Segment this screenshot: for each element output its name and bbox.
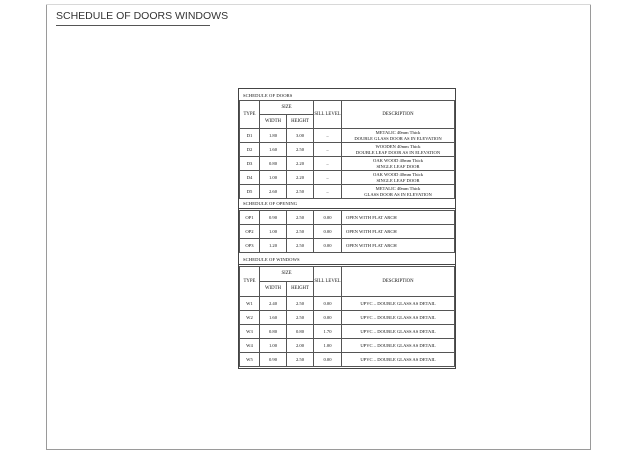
door-type: D4 bbox=[240, 171, 260, 185]
table-row bbox=[240, 157, 455, 171]
window-type: W3 bbox=[240, 325, 260, 339]
door-height: 2.50 bbox=[287, 143, 314, 157]
title-underline bbox=[56, 25, 210, 26]
opening-width: 1.20 bbox=[260, 239, 287, 253]
door-sill: – bbox=[314, 171, 342, 185]
opening-height: 2.50 bbox=[287, 239, 314, 253]
door-desc-line2: DOUBLE GLASS DOOR AS IN ELEVATION bbox=[354, 135, 442, 141]
door-type: D1 bbox=[240, 129, 260, 143]
opening-type: OP3 bbox=[240, 239, 260, 253]
window-height: 2.50 bbox=[287, 311, 314, 325]
opening-height: 2.50 bbox=[287, 225, 314, 239]
doors-header-type: TYPE bbox=[240, 101, 260, 129]
table-row bbox=[240, 239, 455, 253]
door-description bbox=[342, 157, 455, 171]
door-desc-line2: SINGLE LEAF DOOR bbox=[376, 163, 420, 169]
door-description bbox=[342, 129, 455, 143]
window-description: UPVC – DOUBLE GLASS AS DETAIL bbox=[342, 353, 455, 367]
window-height: 2.50 bbox=[287, 353, 314, 367]
opening-type: OP2 bbox=[240, 225, 260, 239]
window-height: 2.50 bbox=[287, 297, 314, 311]
opening-height: 2.50 bbox=[287, 211, 314, 225]
window-sill: 0.00 bbox=[314, 311, 342, 325]
door-description bbox=[342, 171, 455, 185]
door-type: D5 bbox=[240, 185, 260, 199]
openings-table bbox=[239, 210, 455, 253]
window-width: 0.80 bbox=[260, 325, 287, 339]
opening-description: OPEN WITH FLAT ARCH bbox=[342, 225, 455, 239]
window-sill: 1.00 bbox=[314, 339, 342, 353]
door-desc-line1: OAK WOOD 40mm Thick bbox=[373, 172, 423, 178]
door-sill: – bbox=[314, 157, 342, 171]
window-sill: 1.70 bbox=[314, 325, 342, 339]
window-width: 2.40 bbox=[260, 297, 287, 311]
doors-section-heading: SCHEDULE OF DOORS bbox=[243, 93, 293, 98]
window-width: 0.90 bbox=[260, 353, 287, 367]
doors-header-sill: SILL LEVEL bbox=[314, 101, 342, 129]
table-row bbox=[240, 185, 455, 199]
window-sill: 0.00 bbox=[314, 297, 342, 311]
table-row bbox=[240, 143, 455, 157]
windows-table bbox=[239, 266, 455, 367]
window-type: W2 bbox=[240, 311, 260, 325]
table-row bbox=[240, 297, 455, 311]
window-height: 0.80 bbox=[287, 325, 314, 339]
schedule-sheet bbox=[238, 88, 456, 369]
door-height: 3.00 bbox=[287, 129, 314, 143]
opening-width: 1.00 bbox=[260, 225, 287, 239]
frame-top-edge bbox=[46, 4, 591, 5]
door-desc-line1: OAK WOOD 40mm Thick bbox=[373, 158, 423, 164]
door-description bbox=[342, 143, 455, 157]
door-width: 0.80 bbox=[260, 157, 287, 171]
door-type: D3 bbox=[240, 157, 260, 171]
door-height: 2.20 bbox=[287, 157, 314, 171]
door-height: 2.20 bbox=[287, 171, 314, 185]
opening-description: OPEN WITH FLAT ARCH bbox=[342, 239, 455, 253]
table-row bbox=[240, 353, 455, 367]
door-desc-line1: METALIC 40mm Thick bbox=[375, 130, 421, 136]
opening-sill: 0.00 bbox=[314, 239, 342, 253]
doors-header-height: HEIGHT bbox=[287, 115, 314, 129]
door-description bbox=[342, 185, 455, 199]
door-width: 1.60 bbox=[260, 143, 287, 157]
window-width: 1.60 bbox=[260, 311, 287, 325]
opening-type: OP1 bbox=[240, 211, 260, 225]
windows-header-width: WIDTH bbox=[260, 282, 287, 297]
windows-header-sill: SILL LEVEL bbox=[314, 267, 342, 297]
window-width: 1.00 bbox=[260, 339, 287, 353]
opening-sill: 0.00 bbox=[314, 211, 342, 225]
door-desc-line2: SINGLE LEAF DOOR bbox=[376, 177, 420, 183]
table-row bbox=[240, 325, 455, 339]
doors-header-width: WIDTH bbox=[260, 115, 287, 129]
table-row bbox=[240, 129, 455, 143]
windows-header-size: SIZE bbox=[260, 267, 314, 282]
door-width: 1.80 bbox=[260, 129, 287, 143]
windows-section-heading: SCHEDULE OF WINDOWS bbox=[243, 257, 300, 262]
openings-heading-rule bbox=[239, 208, 455, 209]
table-row bbox=[240, 311, 455, 325]
window-sill: 0.00 bbox=[314, 353, 342, 367]
page-title: SCHEDULE OF DOORS WINDOWS bbox=[56, 10, 229, 22]
doors-table bbox=[239, 100, 455, 199]
table-row bbox=[240, 171, 455, 185]
doors-header-description: DESCRIPTION bbox=[342, 101, 455, 129]
opening-width: 0.90 bbox=[260, 211, 287, 225]
windows-header-type: TYPE bbox=[240, 267, 260, 297]
frame-bottom-edge bbox=[46, 449, 591, 450]
window-description: UPVC – DOUBLE GLASS AS DETAIL bbox=[342, 311, 455, 325]
openings-section-heading: SCHEDULE OF OPENING bbox=[243, 201, 298, 206]
table-row bbox=[240, 211, 455, 225]
window-description: UPVC – DOUBLE GLASS AS DETAIL bbox=[342, 339, 455, 353]
door-desc-line2: GLASS DOOR AS IN ELEVATION bbox=[364, 191, 432, 197]
window-type: W4 bbox=[240, 339, 260, 353]
door-height: 2.50 bbox=[287, 185, 314, 199]
doors-header-size: SIZE bbox=[260, 101, 314, 115]
table-row bbox=[240, 225, 455, 239]
window-description: UPVC – DOUBLE GLASS AS DETAIL bbox=[342, 297, 455, 311]
opening-sill: 0.00 bbox=[314, 225, 342, 239]
window-type: W1 bbox=[240, 297, 260, 311]
window-height: 2.00 bbox=[287, 339, 314, 353]
table-row bbox=[240, 339, 455, 353]
door-type: D2 bbox=[240, 143, 260, 157]
door-desc-line1: WOODEN 40mm Thick bbox=[375, 144, 421, 150]
window-type: W5 bbox=[240, 353, 260, 367]
opening-description: OPEN WITH FLAT ARCH bbox=[342, 211, 455, 225]
windows-header-height: HEIGHT bbox=[287, 282, 314, 297]
door-width: 2.60 bbox=[260, 185, 287, 199]
door-width: 1.00 bbox=[260, 171, 287, 185]
door-sill: – bbox=[314, 185, 342, 199]
door-desc-line1: METALIC 40mm Thick bbox=[375, 186, 421, 192]
door-sill: – bbox=[314, 129, 342, 143]
windows-header-description: DESCRIPTION bbox=[342, 267, 455, 297]
window-description: UPVC – DOUBLE GLASS AS DETAIL bbox=[342, 325, 455, 339]
door-sill: – bbox=[314, 143, 342, 157]
door-desc-line2: DOUBLE LEAF DOOR AS IN ELEVATION bbox=[355, 149, 441, 155]
windows-heading-rule bbox=[239, 264, 455, 265]
